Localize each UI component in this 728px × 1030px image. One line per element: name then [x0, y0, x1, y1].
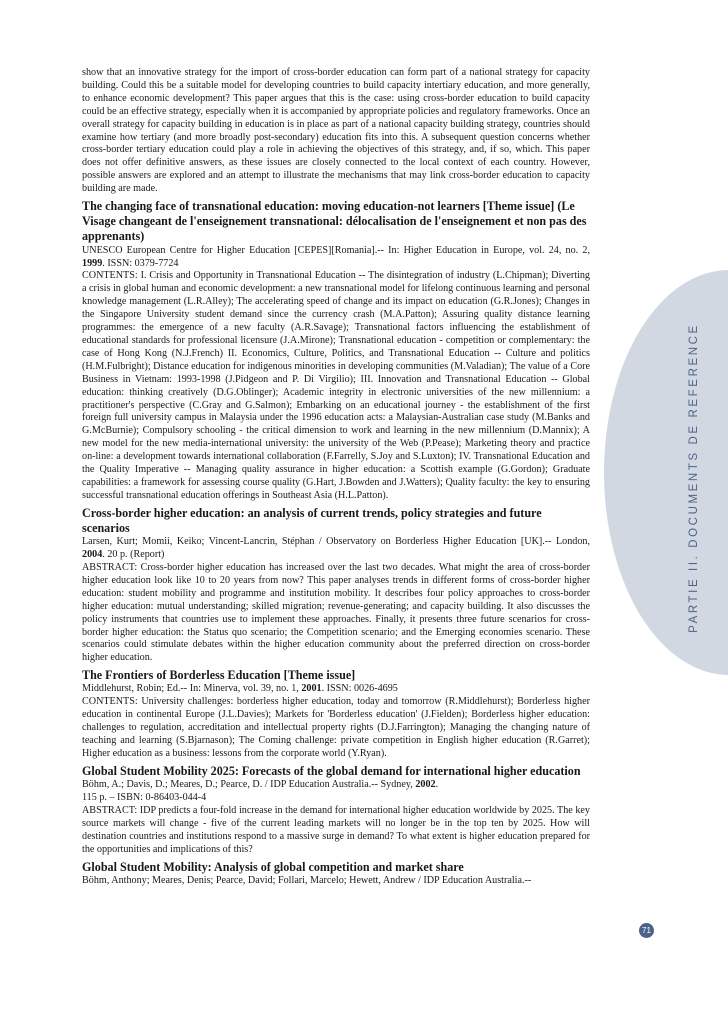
entry-citation: Böhm, A.; Davis, D.; Meares, D.; Pearce, D. / IDP Education Australia.-- Sydney, 2002.	[82, 779, 439, 791]
entry-description: ABSTRACT: Cross-border higher education has increased over the last two decades. What might the area of cross-border higher education look like 10 to 20 years from now? This paper analyses trends in different forms of cross-border higher education: student mobility and programme and institution mobility. It describes four policy approaches to cross-border higher education: mutual understanding; skilled migration; revenue-generating; and capacity building. It also discusses the policy instruments that countries use to implement these approaches. Finally, it presents three future scenarios for cross-border higher education: the Status quo scenario; the Competition scenario; and the Emerging economies scenario. These scenarios could stimulate debates within the higher education community about the preferred direction on cross-border higher education.	[82, 562, 590, 664]
page-number-badge: 71	[639, 923, 654, 938]
page-content	[82, 67, 590, 888]
entry-description: ABSTRACT: IDP predicts a four-fold increase in the demand for international higher education worldwide by 2025. The key source markets will change - five of the current leading markets will no longer be in the top ten by 2025. How will destination countries and institutions respond to a massive surge in demand? To what extent is higher education prepared for the opportunities and implications of this?	[82, 804, 590, 855]
entry-title: The Frontiers of Borderless Education [Theme issue]	[82, 668, 356, 683]
entry-title: Cross-border higher education: an analysis of current trends, policy strategies and future scenarios	[82, 505, 542, 535]
bibliography-entry	[82, 668, 590, 761]
sidebar-arc-decoration	[604, 270, 728, 675]
bibliography-entry	[82, 199, 590, 503]
entry-citation: Böhm, Anthony; Meares, Denis; Pearce, David; Follari, Marcelo; Hewett, Andrew / IDP Education Australia.--	[82, 874, 532, 886]
bibliography-entry	[82, 506, 590, 665]
entry-isbn: 115 p. – ISBN: 0-86403-044-4	[82, 792, 207, 804]
entry-citation: Larsen, Kurt; Momii, Keiko; Vincent-Lancrin, Stéphan / Observatory on Borderless Higher Education [UK].-- London, 2004. 20 p. (Report)	[82, 536, 590, 561]
bibliography-entry	[82, 860, 590, 888]
entry-title: Global Student Mobility: Analysis of global competition and market share	[82, 859, 464, 874]
intro-paragraph: show that an innovative strategy for the import of cross-border education can form part of a national strategy for capacity building. Could this be a suitable model for developing countries to build capacity intertiary education, and more generally, to enhance economic development? This paper argues that this is the case: using cross-border education to build capacity could be an effective strategy, especially when it is accompanied by appropriate policies and regulatory frameworks. Once an overall strategy for capacity building in education is in place as part of a national capacity building strategy, countries should examine how tertiary (and more broadly post-secondary) education fits into this. A subsequent question concerns whether cross-border tertiary education could play a role in achieving the objectives of this strategy, and, if so, which. This paper does not offer definitive answers, as these issues are closely connected to the local context of each country. However, possible answers are explored and an attempt to illustrate the mechanisms that may link cross-border education to capacity building are made.	[82, 67, 590, 195]
entry-title: Global Student Mobility 2025: Forecasts of the global demand for international higher education	[82, 763, 581, 778]
entry-title: The changing face of transnational education: moving education-not learners [Theme issue] (Le Visage changeant de l'enseignement transnational: délocalisation de l'enseignement et non pas des apprenants)	[82, 199, 587, 244]
entry-citation: UNESCO European Centre for Higher Education [CEPES][Romania].-- In: Higher Education in Europe, vol. 24, no. 2, 1999. ISSN: 0379-7724	[82, 244, 590, 269]
section-label: PARTIE II. DOCUMENTS DE REFERENCE	[688, 323, 700, 633]
entry-description: CONTENTS: University challenges: borderless higher education, today and tomorrow (R.Middlehurst); Borderless higher education in continental Europe (J.L.Davies); Markets for 'Borderless education' (J.Fielden); Borderless higher education: challenges to regulation, accreditation and intellectual property rights (D.J.Farrington); Managing the changing nature of teaching and learning (S.Bjarnason); The Coming challenge: private competition in English higher education (R.Garret); Higher education as a business: lessons from the corporate world (Y.Ryan).	[82, 696, 590, 759]
entry-description: CONTENTS: I. Crisis and Opportunity in Transnational Education -- The disintegration of industry (L.Chipman); Diverting a crisis in global human and economic development: a new transnational model for lifelong continuous learning and personal knowledge management (L.R.Alley); The accelerating speed of change and its impact on education (G.R.Jones); Changes in the Singapore University student demand since the currency crash (M.A.Patton); Assuring quality distance learning programmes: the emergence of a new faculty (A.R.Savage); Transnational factors influencing the establishment of educational standards for professional licensure (J.A.Mirone); Transnational education - competition or complementary: the case of Hong Kong (N.J.French) II. Economics, Culture, Politics, and Transnational Education -- Culture and politics (H.M.Fulbright); Distance education for indigenous minorities in developing communities (M.Valadian); The value of a Core Business in Vietnam: 1993-1998 (J.Pidgeon and P. Di Virgilio); III. Innovation and Transnational Education -- Global education: thinking creatively (D.G.Oblinger); Academic integrity in electronic universities of the new millennium: a practitioner's perspective (C.Gray and G.Salmon); Embarking on an educational journey - the establishment of the first foreign full university campus in Malaysia under the 1996 education acts: a Malaysian-Australian case study (M.Banks and G.McBurnie); Compulsory schooling - the critical dimension to work and learning in the new millennium (D.Mannix); A new model for the new media-international university: the university of the Web (P.Pease); Marketing theory and practice on-line: a development towards international collaboration (F.Farrelly, S.Joy and S.Luxton); IV. Transnational Education and the Quality Imperative -- Managing quality assurance in higher education: a Scottish example (G.Gordon); Graduate capabilities: a framework for assessing course quality (G.Hart, J.Bowden and J.Watters); Quality faculty: the key to ensuring successful transnational education offerings in Southeast Asia (H.L.Patton).	[82, 270, 590, 501]
entry-citation: Middlehurst, Robin; Ed.-- In: Minerva, vol. 39, no. 1, 2001. ISSN: 0026-4695	[82, 683, 398, 695]
bibliography-entry	[82, 764, 590, 857]
